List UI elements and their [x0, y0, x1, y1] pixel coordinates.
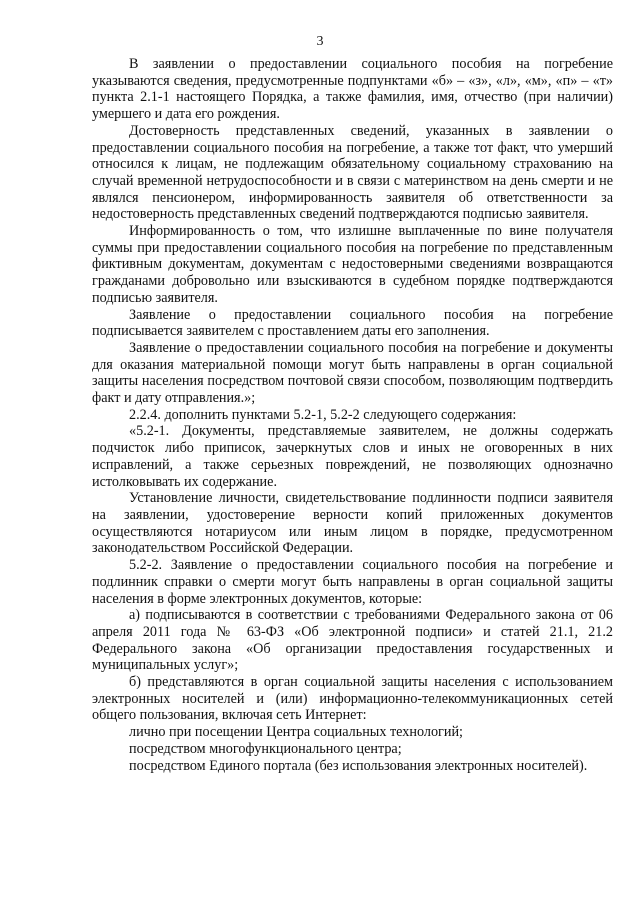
paragraph-application-contents: В заявлении о предоставлении социального пособия на погребение указываются сведения, предусмотренные подпунктами «б» – «з», «л», «м», «п» – «т» пункта 2.1-1 настоящего Порядка, а также фамилия, имя, отчество (при наличии) умершего и дата его рождения. — [92, 56, 613, 123]
paragraph-clause-5-2-1: «5.2-1. Документы, представляемые заявителем, не должны содержать подчисток либо приписок, зачеркнутых слов и иных не оговоренных в них исправлений, а также серьезных повреждений, не позволяющих однозначно истолковывать их содержание. — [92, 423, 613, 490]
page-number: 3 — [316, 34, 324, 49]
paragraph-identity-verification: Установление личности, свидетельствование подлинности подписи заявителя на заявлении, удостоверение верности копий приложенных документов осуществляются нотариусом или иным лицом в порядке, предусмотренном законодательством Российской Федерации. — [92, 490, 613, 557]
paragraph-postal-submission: Заявление о предоставлении социального пособия на погребение и документы для оказания материальной помощи могут быть направлены в орган социальной защиты населения посредством почтовой связи способом, позволяющим подтвердить факт и дату отправления.»; — [92, 339, 613, 407]
paragraph-mfc: посредством многофункционального центра; — [129, 740, 402, 757]
document-body — [92, 56, 613, 774]
paragraph-clause-2-2-4: 2.2.4. дополнить пунктами 5.2-1, 5.2-2 следующего содержания: — [129, 406, 517, 423]
paragraph-reliability-of-information: Достоверность представленных сведений, указанных в заявлении о предоставлении социального пособия на погребение, а также тот факт, что умерший относился к лицам, не подлежащим обязательному социальному страхованию на случай временной нетрудоспособности и в связи с материнством на день смерти и не являлся пенсионером, информированность заявителя об ответственности за недостоверность представленных сведений подтверждаются подписью заявителя. — [92, 122, 613, 223]
paragraph-overpayment-awareness: Информированность о том, что излишне выплаченные по вине получателя суммы при предоставлении социального пособия на погребение по представленным фиктивным документам, документам с недостоверными сведениями возвращаются гражданами добровольно или взыскиваются в судебном порядке подтверждаются подписью заявителя. — [92, 223, 613, 306]
paragraph-signature-and-date: Заявление о предоставлении социального пособия на погребение подписывается заявителем с проставлением даты его заполнения. — [92, 306, 613, 340]
paragraph-item-b: б) представляются в орган социальной защиты населения с использованием электронных носителей и (или) информационно-телекоммуникационных сетей общего пользования, включая сеть Интернет: — [92, 674, 613, 724]
paragraph-clause-5-2-2: 5.2-2. Заявление о предоставлении социального пособия на погребение и подлинник справки о смерти могут быть направлены в орган социальной защиты населения в форме электронных документов, которые: — [92, 557, 613, 607]
paragraph-in-person: лично при посещении Центра социальных технологий; — [129, 724, 464, 741]
paragraph-item-a: а) подписываются в соответствии с требованиями Федерального закона от 06 апреля 2011 года № 63-ФЗ «Об электронной подписи» и статей 21.1, 21.2 Федерального закона «Об организации предоставления государственных и муниципальных услуг»; — [92, 607, 613, 674]
paragraph-unified-portal: посредством Единого портала (без использования электронных носителей). — [129, 757, 588, 774]
